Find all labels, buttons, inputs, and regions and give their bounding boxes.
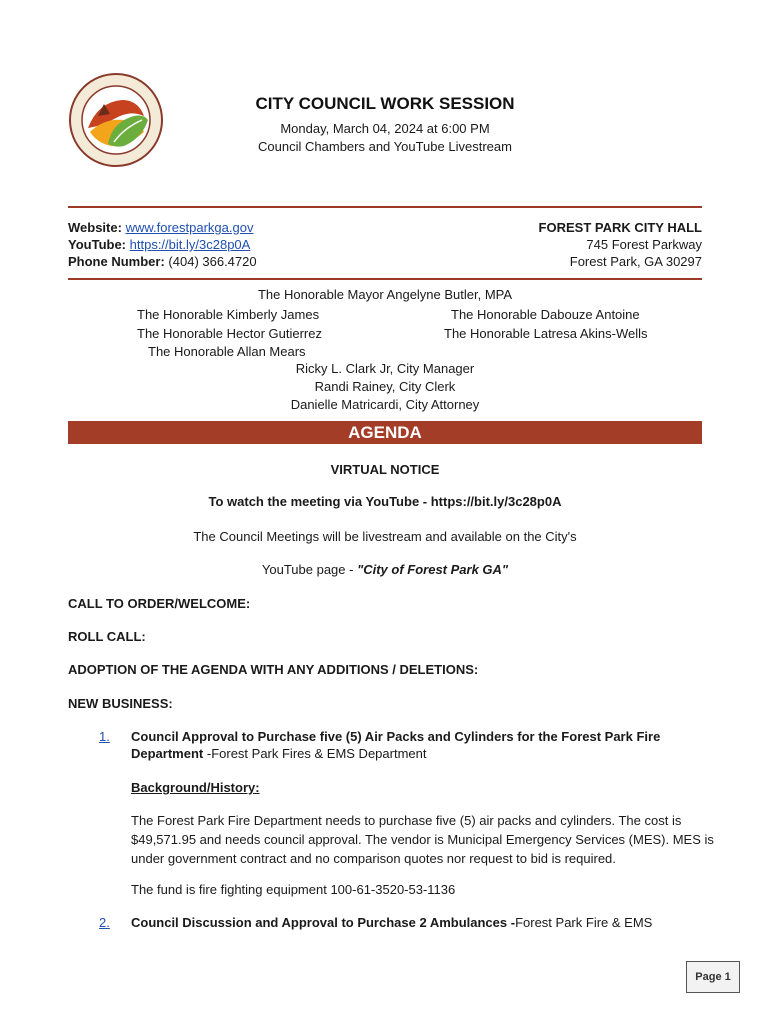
agenda-item-1-body-3: under government contract and no comparison quotes nor request to bid is required. [131, 851, 616, 866]
website-link[interactable]: www.forestparkga.gov [125, 220, 254, 235]
agenda-item-2-title-bold: Council Discussion and Approval to Purchase 2 Ambulances - [131, 915, 516, 930]
top-divider [68, 206, 702, 208]
youtube-page-name: "City of Forest Park GA" [357, 562, 509, 577]
agenda-item-1-number[interactable]: 1. [99, 729, 110, 744]
council-left-2: The Honorable Hector Gutierrez [137, 326, 322, 341]
agenda-item-1-fund: The fund is fire fighting equipment 100-61-3520-53-1136 [131, 882, 456, 897]
bottom-divider [68, 278, 702, 280]
mayor-name: The Honorable Mayor Angelyne Butler, MPA [257, 287, 513, 302]
city-manager: Ricky L. Clark Jr, City Manager [295, 361, 475, 376]
agenda-item-2-dept: Forest Park Fire & EMS [515, 915, 653, 930]
agenda-banner: AGENDA [68, 421, 702, 444]
youtube-line [68, 237, 250, 252]
youtube-label: YouTube: [68, 237, 127, 252]
page-number-badge: Page 1 [686, 961, 740, 993]
meeting-date: Monday, March 04, 2024 at 6:00 PM [280, 121, 490, 136]
youtube-page-line [68, 562, 702, 577]
city-hall-street: 745 Forest Parkway [586, 237, 702, 252]
phone-label: Phone Number: [68, 254, 165, 269]
city-hall-city: Forest Park, GA 30297 [569, 254, 702, 269]
website-line [68, 220, 253, 235]
council-left-3: The Honorable Allan Mears [148, 344, 306, 359]
youtube-link[interactable]: https://bit.ly/3c28p0A [129, 237, 251, 252]
livestream-line: The Council Meetings will be livestream and available on the City's [193, 529, 577, 544]
adoption-heading: ADOPTION OF THE AGENDA WITH ANY ADDITIONS / DELETIONS: [68, 662, 479, 677]
city-clerk: Randi Rainey, City Clerk [314, 379, 456, 394]
agenda-item-1-title-line2 [131, 746, 426, 761]
new-business-heading: NEW BUSINESS: [68, 696, 173, 711]
city-hall-name: FOREST PARK CITY HALL [538, 220, 702, 235]
agenda-item-1-background-label: Background/History: [131, 780, 260, 795]
roll-call-heading: ROLL CALL: [68, 629, 146, 644]
youtube-page-prefix: YouTube page - [261, 562, 358, 577]
website-label: Website: [68, 220, 122, 235]
meeting-title: CITY COUNCIL WORK SESSION [255, 94, 515, 113]
meeting-location: Council Chambers and YouTube Livestream [258, 139, 512, 154]
agenda-item-2-title [131, 915, 652, 930]
agenda-item-2-number[interactable]: 2. [99, 915, 110, 930]
agenda-item-1-body-1: The Forest Park Fire Department needs to purchase five (5) air packs and cylinders. The cost is [131, 813, 682, 828]
council-left-1: The Honorable Kimberly James [137, 307, 320, 322]
call-to-order-heading: CALL TO ORDER/WELCOME: [68, 596, 251, 611]
agenda-item-1-dept: -Forest Park Fires & EMS Department [203, 746, 427, 761]
agenda-item-1-title: Council Approval to Purchase five (5) Air Packs and Cylinders for the Forest Park Fire [131, 729, 661, 744]
council-right-2: The Honorable Latresa Akins-Wells [444, 326, 648, 341]
virtual-notice-heading: VIRTUAL NOTICE [330, 462, 440, 477]
council-right-1: The Honorable Dabouze Antoine [451, 307, 640, 322]
city-attorney: Danielle Matricardi, City Attorney [290, 397, 480, 412]
agenda-item-1-body-2: $49,571.95 and needs council approval. The vendor is Municipal Emergency Services (MES). MES is [131, 832, 714, 847]
phone-line [68, 254, 257, 269]
phone-value: (404) 366.4720 [168, 254, 257, 269]
agenda-item-1-dept-bold: Department [131, 746, 204, 761]
city-seal-logo [68, 72, 164, 168]
youtube-watch-line: To watch the meeting via YouTube - https://bit.ly/3c28p0A [208, 494, 562, 509]
